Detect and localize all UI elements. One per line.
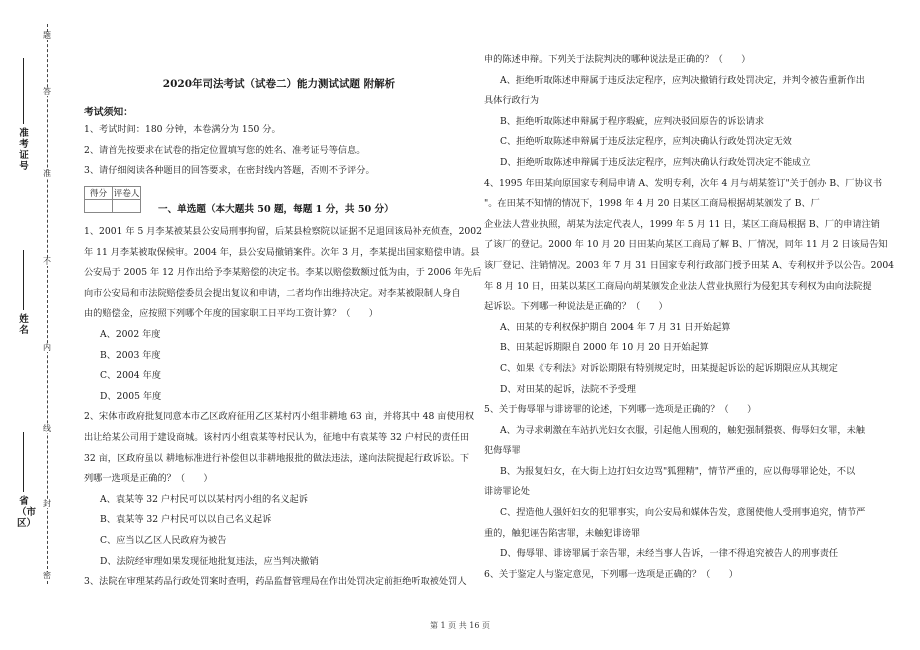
document-title: 2020年司法考试（试卷二）能力测试试题 附解析 [162,78,396,90]
option-line: B、为报复妇女，在大街上边打妇女边骂"狐狸精"，情节严重的，应以侮辱罪论处，不以 [500,465,856,477]
option-line: A、田某的专利权保护期自 2004 年 7 月 31 日开始起算 [500,321,731,333]
text-line: 起诉讼。下列哪一种说法是正确的？（ ） [484,301,668,313]
score-cell [85,200,113,213]
text-line: 该厂登记、注销情况。2003 年 7 月 31 日国家专利行政部门授予田某 A、专利权并予以公告。2004 [484,259,895,271]
text-line: 向市公安局和市法院赔偿委员会提出复议和申请，二者均作出维持决定。对李某被限制人身自 [84,287,461,299]
notice-item: 3、请仔细阅读各种题目的回答要求，在密封线内答题，否则不予评分。 [84,165,375,177]
text-line: 6、关于鉴定人与鉴定意见，下列哪一选项是正确的？（ ） [484,568,738,580]
option-line: C、如果《专利法》对诉讼期限有特别规定时，田某提起诉讼的起诉期限应从其规定 [500,362,838,374]
left-column [84,222,482,593]
grader-header: 评卷人 [113,187,141,200]
right-column [484,50,895,585]
text-line: 4、1995 年田某向原国家专利局申请 A、发明专利，次年 4 月与胡某签订"关于创办 B、厂协议书 [484,177,883,189]
province-label: 省（市区） [17,496,37,529]
option-line: C、捏造他人强奸妇女的犯罪事实，向公安局和媒体告发，意图使他人受刑事追究，情节严 [500,507,866,519]
option-line: A、拒绝听取陈述申辩属于违反法定程序，应判决撤销行政处罚决定，并判令被告重新作出 [500,74,865,86]
seal-char: 题 [40,32,54,40]
text-line: 1、2001 年 5 月李某被某县公安局刑事拘留，后某县检察院以证据不足退回该局补充侦查，2002 [84,226,482,237]
option-line: D、2005 年度 [100,390,162,402]
option-line: C、拒绝听取陈述申辩属于违反法定程序，应判决确认行政处罚决定无效 [500,136,792,148]
notice-heading: 考试须知： [84,107,133,118]
notice-list [84,120,474,182]
option-line: C、应当以乙区人民政府为被告 [100,534,227,546]
page-footer: 第 1 页 共 16 页 [430,621,490,630]
notice-item: 1、考试时间：180 分钟，本卷满分为 150 分。 [84,124,281,135]
option-line: B、2003 年度 [100,349,161,361]
seal-char: 线 [40,425,54,433]
text-line: 重的，触犯诬告陷害罪，未触犯诽谤罪 [484,527,641,539]
seal-char: 准 [40,170,54,178]
text-line: 企业法人营业执照，胡某为法定代表人，1999 年 5 月 11 日，某区工商局根据 B、厂的申请注销 [484,218,880,230]
option-line: D、侮辱罪、诽谤罪属于亲告罪，未经当事人告诉，一律不得追究被告人的刑事责任 [500,548,839,560]
seal-margin [0,0,60,650]
option-line: B、拒绝听取陈述申辩属于程序瑕疵，应判决驳回原告的诉讼请求 [500,115,765,127]
text-line: 年 8 月 10 日，田某以某区工商局向胡某颁发企业法人营业执照行为侵犯其专利权为由向法院提 [484,280,872,292]
text-line: 犯侮辱罪 [484,445,521,457]
grader-cell [113,200,141,213]
exam-number-line [23,58,24,124]
score-header: 得分 [85,187,113,200]
option-line: A、袁某等 32 户村民可以以某村丙小组的名义起诉 [100,493,308,505]
text-line: "。在田某不知情的情况下，1998 年 4 月 20 日某区工商局根据胡某颁发了 B、厂 [484,198,820,210]
text-line: 5、关于侮辱罪与诽谤罪的论述，下列哪一选项是正确的？（ ） [484,404,757,416]
text-line: 诽谤罪论处 [484,486,530,498]
seal-char: 不 [40,258,54,266]
text-line: 出让给某公司用于建设商城。该村丙小组袁某等村民认为，征地中有袁某等 32 户村民的责任田 [84,431,470,443]
option-line: A、为寻求刺激在车站扒光妇女衣服，引起他人围观的，触犯强制猥亵、侮辱妇女罪，未触 [500,424,865,436]
option-line: D、法院经审理如果发现征地批复违法，应当判决撤销 [100,555,319,567]
text-line: 了该厂的登记。2000 年 10 月 20 日田某向某区工商局了解 B、厂情况，同年 11 月 2 日该局告知 [484,239,888,251]
option-line: D、拒绝听取陈述申辩属于违反法定程序，应判决确认行政处罚决定不能成立 [500,156,811,168]
text-line: 具体行政行为 [484,95,540,107]
score-table [84,186,141,213]
name-line [23,250,24,310]
text-line: 申的陈述申辩。下列关于法院判决的哪种说法是正确的？（ ） [484,54,751,65]
option-line: B、袁某等 32 户村民可以以自己名义起诉 [100,514,272,526]
text-line: 公安局于 2005 年 12 月作出给予李某赔偿的决定书。李某以赔偿数额过低为由，于 2006 年先后 [84,267,482,279]
option-line: A、2002 年度 [100,328,161,340]
province-line [23,432,24,492]
seal-char: 内 [40,344,54,352]
exam-number-label: 准考证号 [19,128,29,172]
section-heading: 一、单选题（本大题共 50 题，每题 1 分，共 50 分） [158,204,394,215]
option-line: B、田某起诉期限自 2000 年 10 月 20 日开始起算 [500,342,709,354]
option-line: C、2004 年度 [100,370,161,382]
text-line: 2、宋体市政府批复同意本市乙区政府征用乙区某村丙小组非耕地 63 亩，并将其中 48 亩使用权 [84,411,475,423]
seal-char: 封 [40,500,54,508]
text-line: 3、法院在审理某药品行政处罚案时查明，药品监督管理局在作出处罚决定前拒绝听取被处罚人 [84,576,467,588]
text-line: 由的赔偿金，应按照下列哪个年度的国家职工日平均工资计算？（ ） [84,308,378,320]
seal-char: 答 [40,88,54,96]
text-line: 列哪一选项是正确的？（ ） [84,473,213,485]
name-label: 姓名 [19,314,29,336]
seal-char: 密 [40,572,54,580]
text-line: 年 11 月李某被取保候审。2004 年，县公安局撤销案件。次年 3 月，李某提出国家赔偿申请。县 [84,246,480,258]
text-line: 32 亩，区政府虽以 耕地标准进行补偿但以非耕地报批的做法违法，遂向法院提起行政诉讼。下 [84,452,470,464]
option-line: D、对田某的起诉，法院不予受理 [500,383,636,395]
notice-item: 2、请首先按要求在试卷的指定位置填写您的姓名、准考证号等信息。 [84,144,366,156]
